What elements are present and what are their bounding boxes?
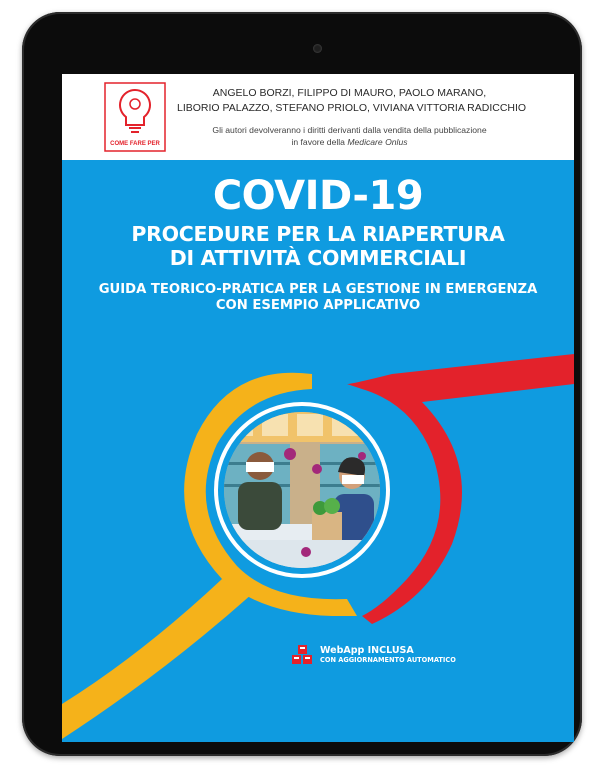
authors-line-1: ANGELO BORZI, FILIPPO DI MAURO, PAOLO MARANO,: [212, 87, 487, 99]
charity-name: Medicare Onlus: [347, 137, 408, 147]
cover-subtitle-line-2: DI ATTIVITÀ COMMERCIALI: [169, 246, 467, 270]
cover-guide-line-2: CON ESEMPIO APPLICATIVO: [215, 298, 421, 313]
royalties-note: [177, 124, 522, 148]
book-cover-screen: [62, 74, 574, 742]
authors-line-2: LIBORIO PALAZZO, STEFANO PRIOLO, VIVIANA VITTORIA RADICCHIO: [177, 102, 527, 114]
cover-header: [62, 74, 574, 160]
cover-title: COVID-19: [212, 173, 424, 219]
cover-guide-line-1: GUIDA TEORICO-PRATICA PER LA GESTIONE IN EMERGENZA: [98, 282, 538, 297]
authors-list: [177, 86, 527, 116]
tablet-device-frame: [22, 12, 582, 756]
royalties-note-line-1: Gli autori devolveranno i diritti derivanti dalla vendita della pubblicazione: [212, 125, 487, 135]
front-camera: [313, 44, 322, 53]
publisher-logo-text: COME FARE PER: [110, 141, 160, 147]
yellow-tail: [62, 579, 252, 739]
webapp-cubes-icon: [290, 644, 314, 666]
cover-illustration: [62, 344, 574, 742]
publisher-logo: [104, 82, 166, 152]
webapp-line-2: CON AGGIORNAMENTO AUTOMATICO: [320, 656, 456, 664]
webapp-badge: [290, 644, 456, 666]
webapp-line-1: WebApp INCLUSA: [320, 645, 414, 656]
royalties-note-prefix: in favore della: [291, 137, 348, 147]
royalties-note-line-2: [177, 136, 522, 148]
cover-subtitle-line-1: PROCEDURE PER LA RIAPERTURA: [131, 222, 505, 246]
webapp-text: [320, 645, 456, 665]
cover-titles: [62, 174, 574, 314]
